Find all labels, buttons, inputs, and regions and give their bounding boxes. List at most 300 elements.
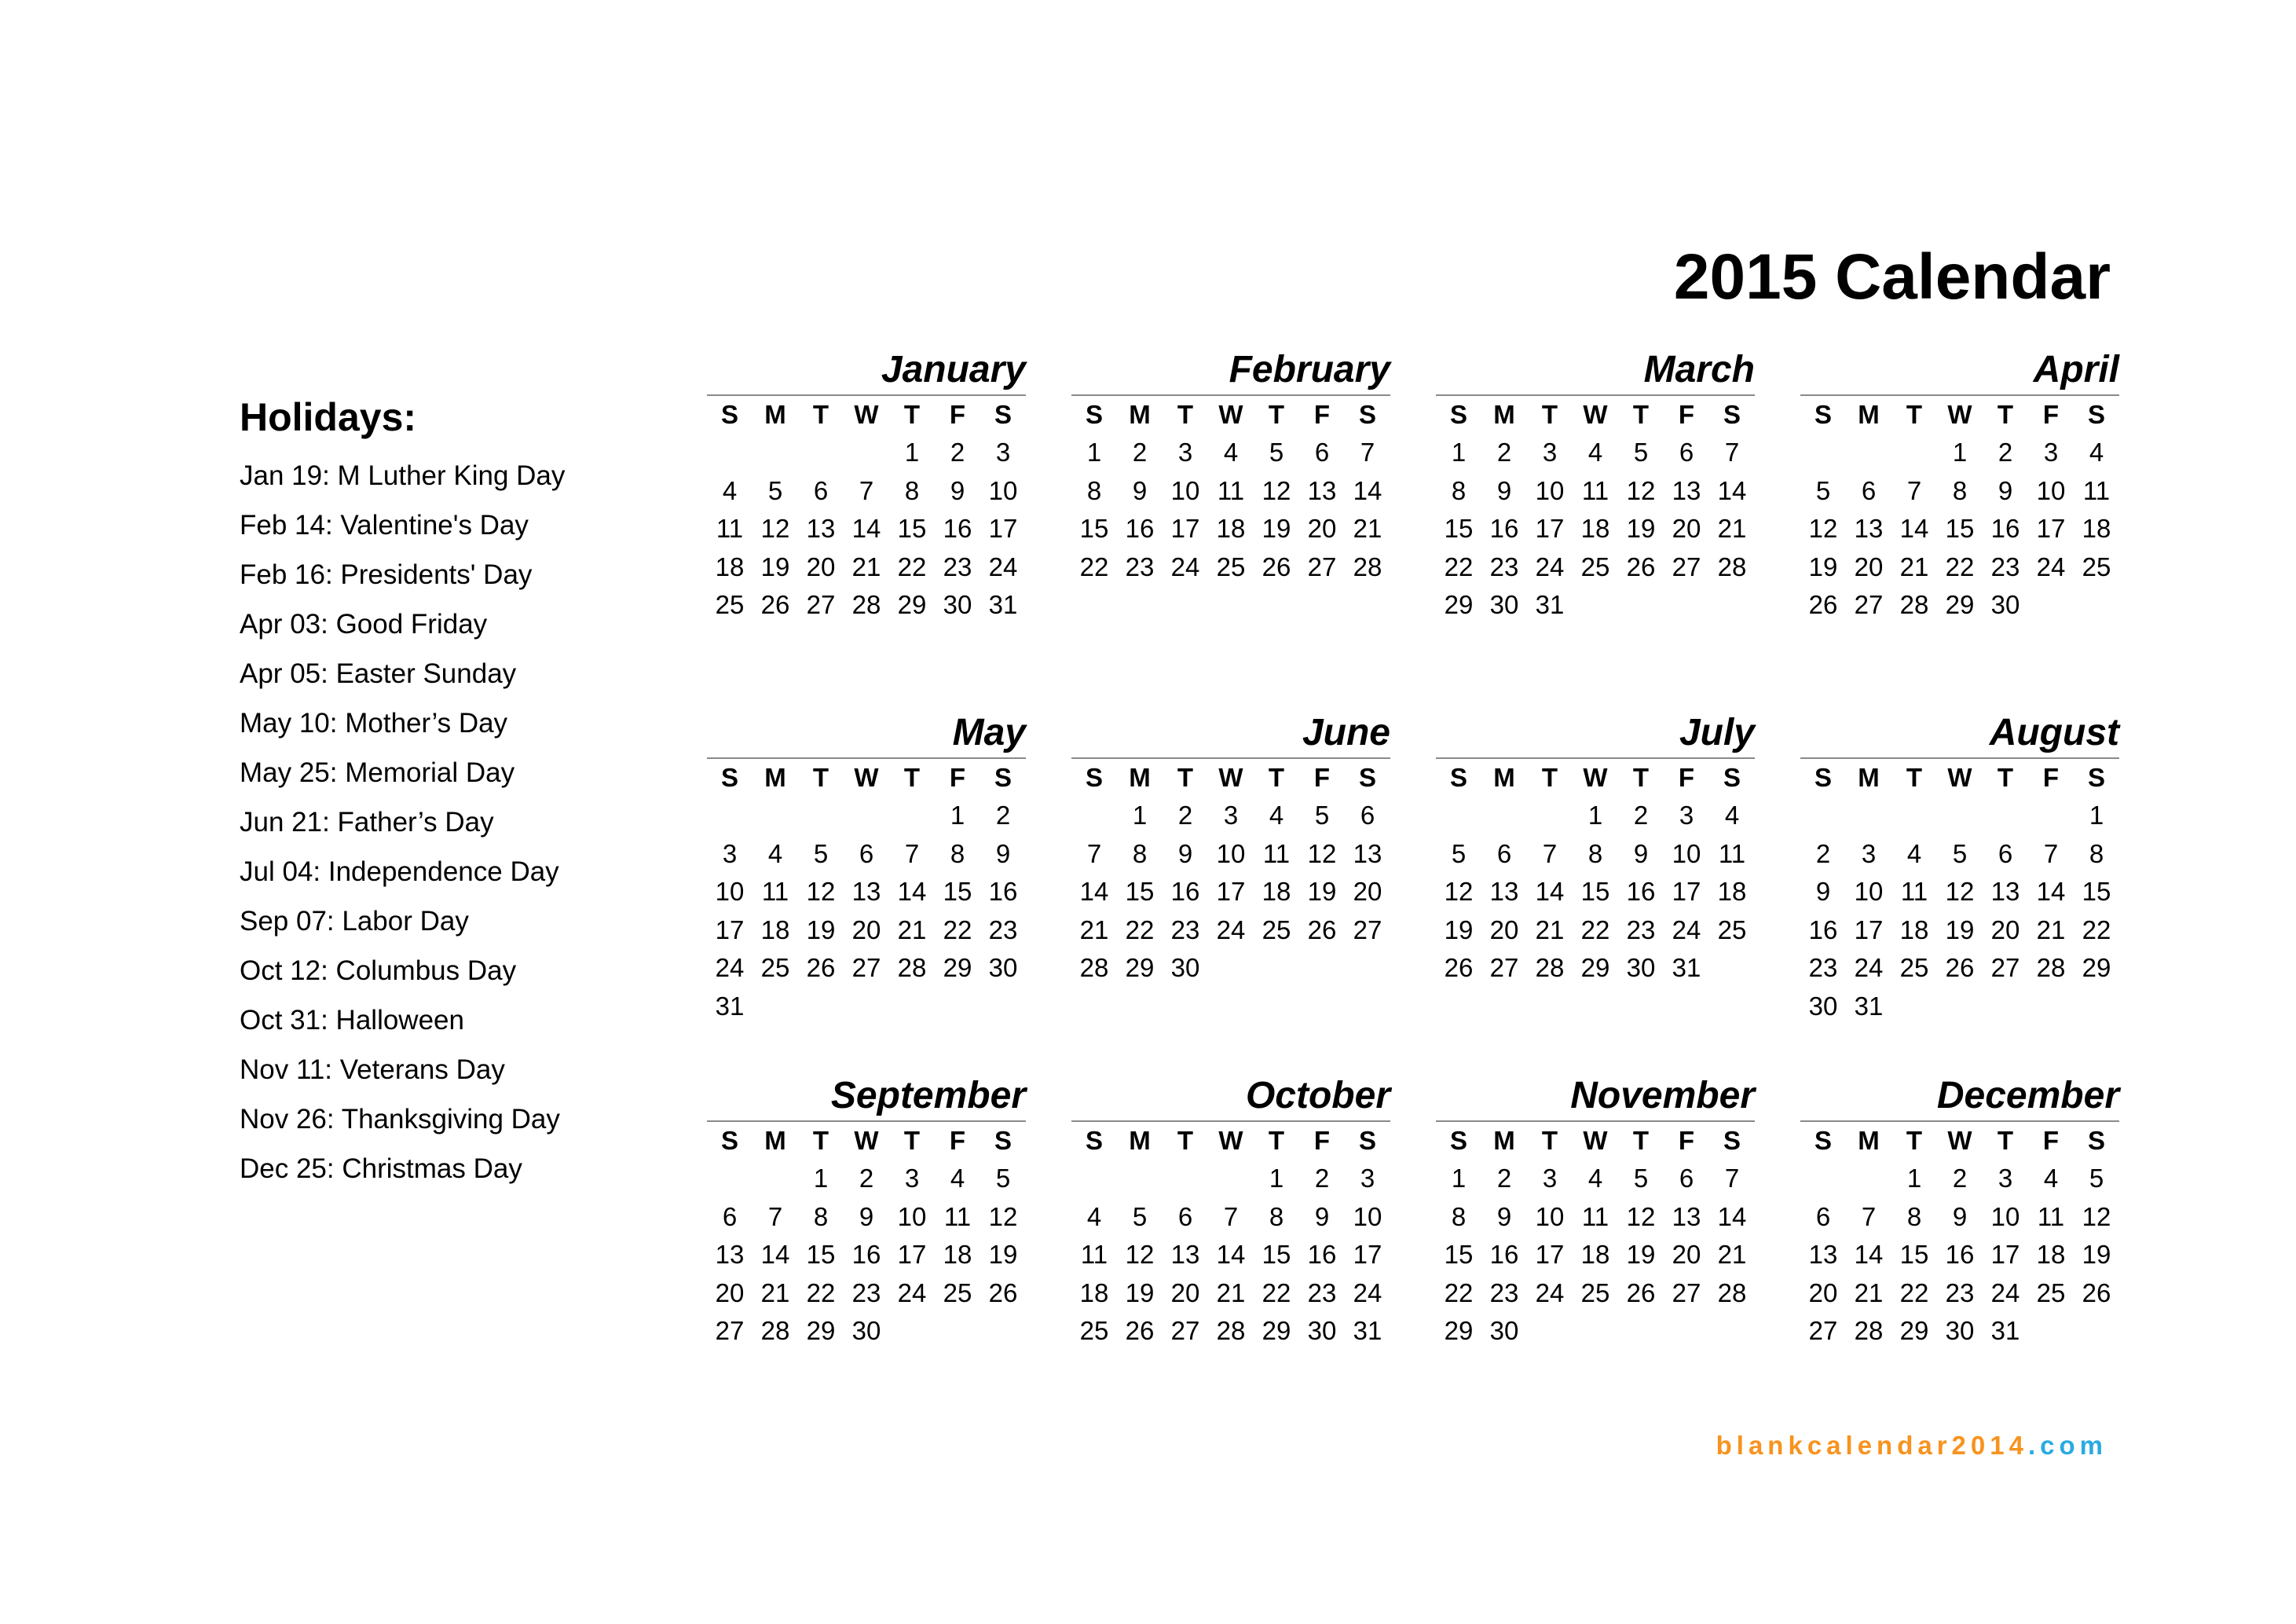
day-cell: 13 xyxy=(1672,475,1701,505)
day-cell: 20 xyxy=(1672,514,1701,543)
weekday-label: S xyxy=(1085,400,1103,429)
day-cell: 16 xyxy=(1808,915,1838,944)
month-name: June xyxy=(1302,712,1390,753)
day-cell: 23 xyxy=(1307,1278,1337,1307)
day-cell: 14 xyxy=(1899,514,1929,543)
week-row xyxy=(707,434,1026,472)
day-cell: 1 xyxy=(950,801,965,830)
day-cell: 6 xyxy=(1998,838,2013,868)
holiday-item: Nov 26: Thanksgiving Day xyxy=(240,1104,560,1135)
week-row xyxy=(1800,510,2119,548)
weekday-header xyxy=(1436,759,1755,797)
day-cell: 21 xyxy=(1854,1278,1884,1307)
weekday-label: F xyxy=(949,763,966,792)
holidays-heading: Holidays: xyxy=(240,395,417,439)
day-cell: 16 xyxy=(1489,514,1519,543)
weekday-label: M xyxy=(764,400,786,429)
day-cell: 6 xyxy=(1360,801,1375,830)
weekday-label: T xyxy=(1906,400,1923,429)
day-cell: 24 xyxy=(1990,1278,2020,1307)
day-cell xyxy=(1846,797,1891,835)
day-cell: 28 xyxy=(1717,552,1747,581)
day-cell: 20 xyxy=(1854,552,1884,581)
weekday-header xyxy=(1800,759,2119,797)
day-cell: 27 xyxy=(1854,590,1884,619)
month-name: November xyxy=(1570,1075,1755,1116)
month-name: July xyxy=(1679,712,1755,753)
day-cell xyxy=(2028,1312,2074,1351)
day-cell: 6 xyxy=(1679,438,1694,467)
day-cell: 24 xyxy=(1353,1278,1382,1307)
day-cell xyxy=(1208,1160,1254,1198)
weekday-header xyxy=(1436,396,1755,434)
day-cell: 15 xyxy=(1580,877,1610,906)
weekday-label: S xyxy=(994,400,1012,429)
day-cell: 17 xyxy=(2036,514,2066,543)
day-cell: 9 xyxy=(1998,475,2013,505)
day-cell xyxy=(707,797,753,835)
day-cell: 20 xyxy=(851,915,881,944)
day-cell: 11 xyxy=(1900,877,1928,906)
holiday-item: Apr 03: Good Friday xyxy=(240,609,488,640)
day-cell: 31 xyxy=(1672,953,1701,982)
day-cell: 29 xyxy=(1580,953,1610,982)
weekday-label: S xyxy=(720,1126,738,1155)
day-cell: 15 xyxy=(2082,877,2111,906)
day-cell: 5 xyxy=(1633,1164,1649,1193)
day-cell: 12 xyxy=(988,1201,1018,1231)
day-cell xyxy=(1800,1160,1846,1198)
day-cell: 17 xyxy=(1353,1240,1382,1269)
day-cell: 9 xyxy=(1496,475,1512,505)
weekday-label: M xyxy=(1858,763,1880,792)
weekday-label: T xyxy=(1632,400,1650,429)
month-june xyxy=(1071,709,1390,988)
week-row xyxy=(1071,835,1390,874)
day-cell: 24 xyxy=(1854,953,1884,982)
day-cell: 31 xyxy=(1535,590,1565,619)
day-cell: 3 xyxy=(1177,438,1193,467)
day-cell: 3 xyxy=(1861,838,1877,868)
day-cell: 16 xyxy=(943,514,972,543)
holiday-item: Feb 16: Presidents' Day xyxy=(240,559,533,590)
day-cell: 26 xyxy=(1262,552,1291,581)
day-cell: 11 xyxy=(2082,475,2111,505)
day-cell xyxy=(1618,1312,1664,1351)
day-cell: 15 xyxy=(806,1240,836,1269)
week-row xyxy=(1800,949,2119,988)
day-cell: 2 xyxy=(950,438,965,467)
day-cell: 6 xyxy=(1815,1201,1831,1231)
day-cell xyxy=(1664,1312,1709,1351)
day-cell: 30 xyxy=(1808,991,1838,1021)
day-cell: 16 xyxy=(1990,514,2020,543)
day-cell xyxy=(889,1312,935,1351)
day-cell: 22 xyxy=(897,552,927,581)
day-cell: 5 xyxy=(995,1164,1011,1193)
day-cell: 21 xyxy=(1899,552,1929,581)
day-cell: 18 xyxy=(1580,514,1610,543)
day-cell: 20 xyxy=(1307,514,1337,543)
week-row xyxy=(1436,911,1755,950)
site-watermark[interactable] xyxy=(1716,1430,2107,1461)
day-cell: 22 xyxy=(1945,552,1975,581)
weekday-label: S xyxy=(1814,763,1832,792)
day-cell: 17 xyxy=(988,514,1018,543)
day-cell: 23 xyxy=(1808,953,1838,982)
month-december xyxy=(1800,1072,2119,1351)
weekday-label: T xyxy=(1177,400,1194,429)
day-cell: 12 xyxy=(2082,1201,2111,1231)
day-cell: 4 xyxy=(722,475,738,505)
week-row xyxy=(1436,835,1755,874)
day-cell: 8 xyxy=(1451,475,1467,505)
week-row xyxy=(1800,548,2119,587)
day-cell: 17 xyxy=(1854,915,1884,944)
day-cell xyxy=(1937,797,1983,835)
week-row xyxy=(707,472,1026,511)
day-cell: 18 xyxy=(1079,1278,1109,1307)
day-cell: 30 xyxy=(1307,1316,1337,1345)
day-cell xyxy=(1527,797,1573,835)
day-cell: 14 xyxy=(1535,877,1565,906)
day-cell: 26 xyxy=(806,953,836,982)
month-name: August xyxy=(1989,712,2119,753)
day-cell: 27 xyxy=(1170,1316,1200,1345)
day-cell: 1 xyxy=(1269,1164,1284,1193)
day-cell xyxy=(980,988,1026,1026)
week-row xyxy=(1436,797,1755,835)
day-cell: 20 xyxy=(1170,1278,1200,1307)
day-cell: 19 xyxy=(988,1240,1018,1269)
day-cell: 22 xyxy=(2082,915,2111,944)
day-cell xyxy=(844,434,889,472)
day-cell: 21 xyxy=(851,552,881,581)
week-row xyxy=(1800,988,2119,1026)
day-cell: 29 xyxy=(1945,590,1975,619)
day-cell: 6 xyxy=(813,475,829,505)
day-cell: 23 xyxy=(1489,552,1519,581)
weekday-label: T xyxy=(1268,763,1285,792)
day-cell: 12 xyxy=(1808,514,1838,543)
day-cell: 20 xyxy=(806,552,836,581)
day-cell: 23 xyxy=(943,552,972,581)
day-cell: 1 xyxy=(2089,801,2104,830)
day-cell: 18 xyxy=(1262,877,1291,906)
weekday-header xyxy=(707,759,1026,797)
day-cell xyxy=(1846,434,1891,472)
day-cell: 6 xyxy=(722,1201,738,1231)
day-cell: 6 xyxy=(1314,438,1330,467)
day-cell xyxy=(798,434,844,472)
day-cell xyxy=(1891,797,1937,835)
day-cell: 25 xyxy=(2036,1278,2066,1307)
day-cell: 24 xyxy=(1672,915,1701,944)
day-cell: 17 xyxy=(1216,877,1246,906)
day-cell: 26 xyxy=(1307,915,1337,944)
day-cell: 1 xyxy=(904,438,920,467)
day-cell: 1 xyxy=(1952,438,1968,467)
day-cell: 14 xyxy=(2036,877,2066,906)
day-cell: 3 xyxy=(2043,438,2059,467)
day-cell: 28 xyxy=(1899,590,1929,619)
weekday-header xyxy=(1071,396,1390,434)
day-cell: 21 xyxy=(1717,514,1747,543)
day-cell: 24 xyxy=(1535,1278,1565,1307)
day-cell: 4 xyxy=(767,838,783,868)
week-row xyxy=(707,1160,1026,1198)
day-cell: 16 xyxy=(1489,1240,1519,1269)
day-cell: 30 xyxy=(1489,590,1519,619)
day-cell: 19 xyxy=(1626,514,1656,543)
month-april xyxy=(1800,346,2119,625)
weekday-label: S xyxy=(2087,763,2105,792)
day-cell: 17 xyxy=(1672,877,1701,906)
day-cell: 27 xyxy=(1307,552,1337,581)
day-cell: 27 xyxy=(1489,953,1519,982)
day-cell: 10 xyxy=(1990,1201,2020,1231)
weekday-label: S xyxy=(994,1126,1012,1155)
weekday-label: T xyxy=(1541,763,1558,792)
day-cell: 13 xyxy=(1353,838,1382,868)
day-cell: 15 xyxy=(1945,514,1975,543)
day-cell: 21 xyxy=(1079,915,1109,944)
day-cell: 21 xyxy=(2036,915,2066,944)
day-cell xyxy=(1527,1312,1573,1351)
day-cell: 20 xyxy=(1990,915,2020,944)
weekday-header xyxy=(1071,759,1390,797)
weekday-label: T xyxy=(812,1126,829,1155)
day-cell: 7 xyxy=(2043,838,2059,868)
day-cell xyxy=(2028,988,2074,1026)
weekday-label: F xyxy=(2042,763,2060,792)
day-cell: 17 xyxy=(1990,1240,2020,1269)
day-cell: 29 xyxy=(1444,1316,1474,1345)
day-cell: 12 xyxy=(1626,475,1656,505)
week-row xyxy=(1071,1198,1390,1237)
weekday-label: M xyxy=(1493,400,1515,429)
week-row xyxy=(1800,1312,2119,1351)
week-row xyxy=(1800,1274,2119,1313)
day-cell: 30 xyxy=(943,590,972,619)
week-row xyxy=(1800,873,2119,911)
day-cell: 18 xyxy=(2082,514,2111,543)
holiday-item: Nov 11: Veterans Day xyxy=(240,1054,505,1085)
month-january xyxy=(707,346,1026,625)
day-cell: 26 xyxy=(1945,953,1975,982)
week-row xyxy=(1800,586,2119,625)
day-cell: 27 xyxy=(851,953,881,982)
day-cell: 29 xyxy=(897,590,927,619)
weekday-label: F xyxy=(949,1126,966,1155)
weekday-label: S xyxy=(1723,1126,1741,1155)
weekday-label: T xyxy=(1997,763,2014,792)
week-row xyxy=(1800,1236,2119,1274)
month-name: May xyxy=(952,712,1026,753)
weekday-label: S xyxy=(1358,400,1376,429)
day-cell: 21 xyxy=(1353,514,1382,543)
day-cell: 26 xyxy=(760,590,790,619)
day-cell: 18 xyxy=(1580,1240,1610,1269)
weekday-label: F xyxy=(1313,1126,1331,1155)
day-cell xyxy=(1709,586,1755,625)
day-cell: 10 xyxy=(715,877,745,906)
day-cell: 25 xyxy=(760,953,790,982)
day-cell: 22 xyxy=(943,915,972,944)
day-cell: 8 xyxy=(904,475,920,505)
week-row xyxy=(707,835,1026,874)
day-cell: 18 xyxy=(2036,1240,2066,1269)
day-cell xyxy=(889,988,935,1026)
day-cell: 23 xyxy=(1945,1278,1975,1307)
day-cell: 18 xyxy=(1717,877,1747,906)
day-cell: 22 xyxy=(806,1278,836,1307)
day-cell: 14 xyxy=(1216,1240,1246,1269)
day-cell: 28 xyxy=(1216,1316,1246,1345)
weekday-label: W xyxy=(1218,763,1243,792)
day-cell xyxy=(1436,797,1481,835)
month-may xyxy=(707,709,1026,1025)
day-cell: 13 xyxy=(1489,877,1519,906)
day-cell: 29 xyxy=(943,953,972,982)
week-row xyxy=(1436,1236,1755,1274)
day-cell: 8 xyxy=(1132,838,1148,868)
day-cell: 14 xyxy=(1717,475,1747,505)
weekday-label: T xyxy=(1177,763,1194,792)
day-cell: 13 xyxy=(1170,1240,1200,1269)
day-cell: 19 xyxy=(1626,1240,1656,1269)
day-cell: 1 xyxy=(1086,438,1102,467)
week-row xyxy=(1071,873,1390,911)
day-cell: 4 xyxy=(1587,438,1603,467)
weekday-label: T xyxy=(1541,400,1558,429)
day-cell: 29 xyxy=(2082,953,2111,982)
day-cell xyxy=(2028,586,2074,625)
day-cell xyxy=(1891,434,1937,472)
site-domain-suffix: .com xyxy=(2027,1431,2107,1460)
weekday-label: T xyxy=(1268,1126,1285,1155)
day-cell: 22 xyxy=(1262,1278,1291,1307)
day-cell: 1 xyxy=(1906,1164,1922,1193)
holiday-item: Jan 19: M Luther King Day xyxy=(240,460,566,491)
day-cell: 12 xyxy=(1262,475,1291,505)
day-cell: 12 xyxy=(1307,838,1337,868)
weekday-header xyxy=(1071,1122,1390,1160)
weekday-label: T xyxy=(903,763,921,792)
day-cell: 1 xyxy=(1132,801,1148,830)
day-cell: 19 xyxy=(806,915,836,944)
day-cell xyxy=(935,1312,980,1351)
day-cell: 4 xyxy=(2043,1164,2059,1193)
day-cell: 11 xyxy=(1581,475,1609,505)
day-cell: 13 xyxy=(1672,1201,1701,1231)
day-cell: 9 xyxy=(950,475,965,505)
day-cell: 23 xyxy=(851,1278,881,1307)
day-cell: 31 xyxy=(1990,1316,2020,1345)
holiday-item: Jun 21: Father’s Day xyxy=(240,807,494,838)
weekday-label: M xyxy=(1129,763,1151,792)
day-cell: 18 xyxy=(1216,514,1246,543)
day-cell: 18 xyxy=(1899,915,1929,944)
day-cell: 13 xyxy=(851,877,881,906)
week-row xyxy=(1436,434,1755,472)
day-cell: 1 xyxy=(1451,438,1467,467)
week-row xyxy=(1071,1312,1390,1351)
weekday-label: S xyxy=(1449,1126,1467,1155)
day-cell: 6 xyxy=(1861,475,1877,505)
day-cell: 25 xyxy=(2082,552,2111,581)
day-cell: 2 xyxy=(1998,438,2013,467)
month-name: February xyxy=(1229,349,1390,390)
day-cell: 18 xyxy=(760,915,790,944)
day-cell xyxy=(753,988,798,1026)
day-cell: 3 xyxy=(1679,801,1694,830)
day-cell: 26 xyxy=(1626,1278,1656,1307)
day-cell: 25 xyxy=(1216,552,1246,581)
holiday-item: Sep 07: Labor Day xyxy=(240,906,469,937)
weekday-label: F xyxy=(1313,400,1331,429)
day-cell: 21 xyxy=(1216,1278,1246,1307)
day-cell: 25 xyxy=(1079,1316,1109,1345)
month-name: October xyxy=(1245,1075,1390,1116)
day-cell: 15 xyxy=(1125,877,1155,906)
week-row xyxy=(1436,586,1755,625)
day-cell: 11 xyxy=(943,1201,972,1231)
day-cell: 7 xyxy=(904,838,920,868)
day-cell: 13 xyxy=(715,1240,745,1269)
day-cell: 23 xyxy=(1489,1278,1519,1307)
day-cell xyxy=(1846,1160,1891,1198)
day-cell: 9 xyxy=(1177,838,1193,868)
day-cell: 27 xyxy=(1672,552,1701,581)
month-november xyxy=(1436,1072,1755,1351)
weekday-label: T xyxy=(1997,1126,2014,1155)
day-cell: 7 xyxy=(1724,438,1740,467)
week-row xyxy=(1071,1160,1390,1198)
day-cell: 2 xyxy=(995,801,1011,830)
day-cell: 6 xyxy=(1177,1201,1193,1231)
day-cell: 10 xyxy=(1170,475,1200,505)
day-cell: 12 xyxy=(1945,877,1975,906)
weekday-header xyxy=(1436,1122,1755,1160)
day-cell: 4 xyxy=(2089,438,2104,467)
week-row xyxy=(707,1236,1026,1274)
weekday-label: M xyxy=(1493,763,1515,792)
day-cell: 5 xyxy=(767,475,783,505)
day-cell: 9 xyxy=(1314,1201,1330,1231)
weekday-label: M xyxy=(1129,400,1151,429)
day-cell: 1 xyxy=(1587,801,1603,830)
day-cell: 10 xyxy=(1216,838,1246,868)
weekday-label: M xyxy=(1129,1126,1151,1155)
day-cell: 29 xyxy=(1444,590,1474,619)
day-cell xyxy=(2074,586,2119,625)
day-cell: 24 xyxy=(897,1278,927,1307)
holiday-item: May 10: Mother’s Day xyxy=(240,708,508,739)
month-name: December xyxy=(1936,1075,2119,1116)
holiday-item: Apr 05: Easter Sunday xyxy=(240,658,517,689)
day-cell: 8 xyxy=(1451,1201,1467,1231)
month-july xyxy=(1436,709,1755,988)
weekday-label: S xyxy=(1085,1126,1103,1155)
weekday-label: F xyxy=(949,400,966,429)
week-row xyxy=(707,1198,1026,1237)
weekday-label: M xyxy=(1858,400,1880,429)
day-cell: 10 xyxy=(2036,475,2066,505)
day-cell xyxy=(707,1160,753,1198)
day-cell: 8 xyxy=(1086,475,1102,505)
day-cell: 16 xyxy=(1125,514,1155,543)
